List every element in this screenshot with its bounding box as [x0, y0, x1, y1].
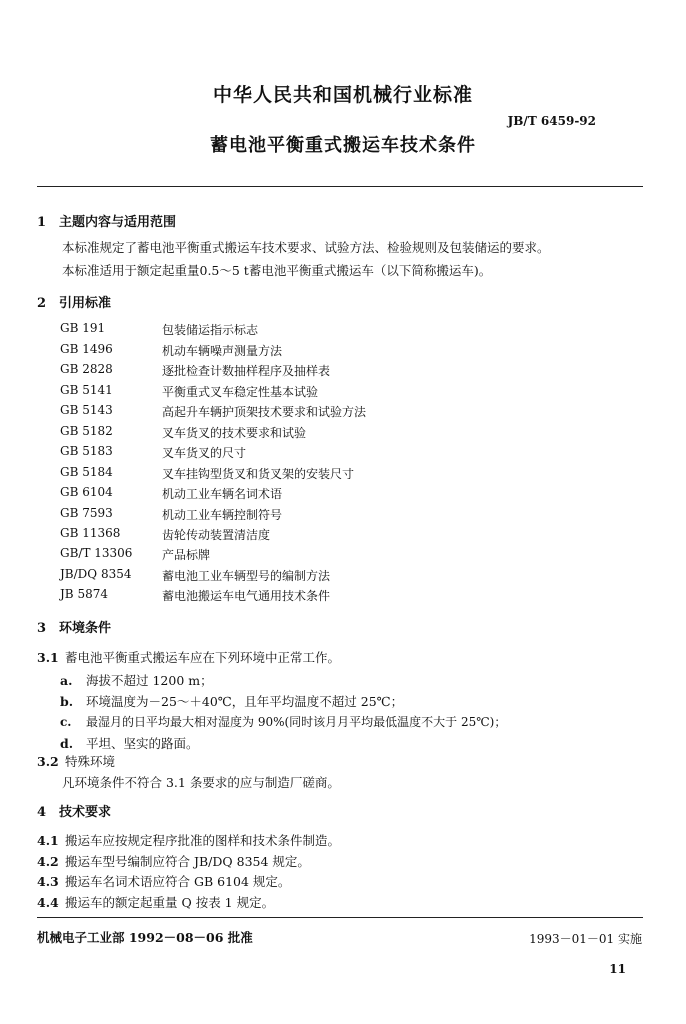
- reference-code: GB 2828: [60, 362, 113, 376]
- section-number: 2: [37, 296, 47, 311]
- standard-organization: 中华人民共和国机械行业标准: [212, 84, 473, 106]
- list-text: 平坦、坚实的路面。: [86, 736, 199, 751]
- reference-title: 叉车货叉的技术要求和试验: [162, 426, 307, 440]
- document-title: 蓄电池平衡重式搬运车技术条件: [210, 135, 476, 156]
- reference-title: 蓄电池工业车辆型号的编制方法: [162, 569, 331, 583]
- reference-code: GB 5141: [60, 383, 113, 397]
- reference-title: 平衡重式叉车稳定性基本试验: [162, 385, 319, 399]
- reference-code: GB 5182: [60, 424, 113, 438]
- clause-text: 搬运车的额定起重量 Q 按表 1 规定。: [65, 895, 275, 910]
- reference-title: 叉车货叉的尺寸: [162, 446, 247, 460]
- reference-title: 机动工业车辆控制符号: [162, 508, 283, 522]
- list-item: [60, 713, 506, 730]
- section-3-heading: [37, 617, 111, 636]
- section-1-paragraph-2: 本标准适用于额定起重量0.5～5 t蓄电池平衡重式搬运车（以下简称搬运车)。: [62, 263, 492, 278]
- effective-date: 1993－01－01 实施: [529, 932, 642, 946]
- list-marker: a.: [60, 673, 73, 688]
- reference-code: JB 5874: [60, 587, 108, 601]
- reference-code: GB 5143: [60, 403, 113, 417]
- reference-code: GB 191: [60, 321, 106, 335]
- list-text: 环境温度为－25～＋40℃，且年平均温度不超过 25℃；: [86, 694, 404, 709]
- reference-title: 蓄电池搬运车电气通用技术条件: [162, 589, 331, 603]
- list-text: 最湿月的日平均最大相对湿度为 90%(同时该月月平均最低温度不大于 25℃)；: [86, 715, 507, 729]
- clause-text: 搬运车名词术语应符合 GB 6104 规定。: [65, 874, 291, 889]
- reference-code: GB 5183: [60, 444, 113, 458]
- section-4-heading: [37, 801, 111, 820]
- clause-4-1: [37, 831, 340, 849]
- clause-4-3: [37, 872, 290, 890]
- reference-title: 机动工业车辆名词术语: [162, 487, 283, 501]
- clause-3-1: [37, 648, 340, 666]
- clause-number: 4.2: [37, 854, 59, 869]
- section-1-paragraph-1: 本标准规定了蓄电池平衡重式搬运车技术要求、试验方法、检验规则及包装储运的要求。: [62, 240, 550, 255]
- clause-3-2-text: 凡环境条件不符合 3.1 条要求的应与制造厂磋商。: [62, 775, 340, 790]
- reference-title: 机动车辆噪声测量方法: [162, 344, 283, 358]
- clause-4-4: [37, 893, 274, 911]
- section-title: 技术要求: [59, 805, 112, 820]
- clause-4-2: [37, 852, 310, 870]
- clause-text: 搬运车型号编制应符合 JB/DQ 8354 规定。: [65, 854, 310, 869]
- list-item: [60, 692, 403, 710]
- section-title: 主题内容与适用范围: [59, 215, 177, 230]
- list-item: [60, 671, 213, 689]
- header-divider: [37, 186, 643, 187]
- list-marker: b.: [60, 694, 74, 709]
- list-text: 海拔不超过 1200 m；: [86, 673, 213, 688]
- page-number: 11: [609, 962, 626, 976]
- reference-title: 齿轮传动装置清洁度: [162, 528, 271, 542]
- section-number: 1: [37, 215, 47, 230]
- reference-title: 高起升车辆护顶架技术要求和试验方法: [162, 405, 367, 419]
- reference-code: GB 11368: [60, 526, 121, 540]
- reference-title: 包装储运指示标志: [162, 323, 259, 337]
- reference-code: GB 7593: [60, 506, 113, 520]
- reference-code: GB 6104: [60, 485, 113, 499]
- section-1-heading: [37, 211, 176, 230]
- reference-title: 逐批检查计数抽样程序及抽样表: [162, 364, 331, 378]
- list-marker: d.: [60, 736, 74, 751]
- clause-number: 4.3: [37, 874, 59, 889]
- list-item: [60, 734, 199, 752]
- section-2-heading: [37, 292, 111, 311]
- clause-title: 特殊环境: [65, 754, 116, 769]
- reference-title: 产品标牌: [162, 548, 211, 562]
- footer-divider: [37, 917, 643, 918]
- section-number: 3: [37, 621, 47, 636]
- reference-code: GB 1496: [60, 342, 113, 356]
- approval-date: 机械电子工业部 1992－08－06 批准: [37, 930, 253, 945]
- clause-number: 3.2: [37, 754, 59, 769]
- section-title: 环境条件: [59, 621, 112, 636]
- standard-number: JB/T 6459-92: [507, 114, 596, 128]
- section-title: 引用标准: [59, 296, 112, 311]
- list-marker: c.: [60, 715, 72, 729]
- clause-text: 蓄电池平衡重式搬运车应在下列环境中正常工作。: [65, 650, 341, 665]
- clause-3-2: [37, 752, 115, 770]
- section-number: 4: [37, 805, 47, 820]
- clause-number: 3.1: [37, 650, 59, 665]
- clause-number: 4.4: [37, 895, 59, 910]
- reference-title: 叉车挂钩型货叉和货叉架的安装尺寸: [162, 467, 355, 481]
- clause-number: 4.1: [37, 833, 59, 848]
- reference-code: GB/T 13306: [60, 546, 133, 560]
- reference-code: GB 5184: [60, 465, 113, 479]
- clause-text: 搬运车应按规定程序批准的图样和技术条件制造。: [65, 833, 341, 848]
- reference-code: JB/DQ 8354: [60, 567, 132, 581]
